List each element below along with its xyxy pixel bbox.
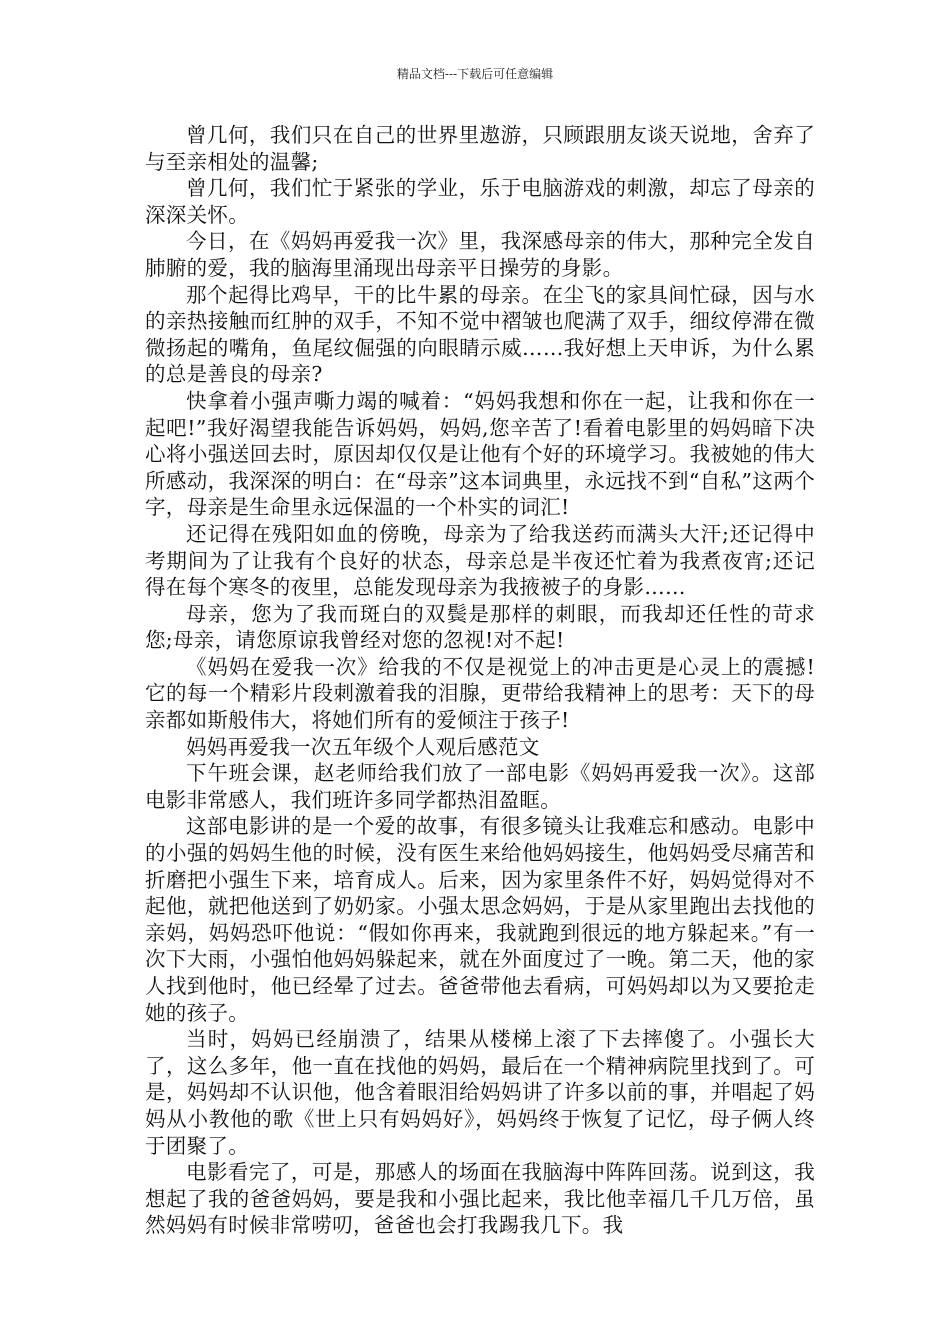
paragraph: 电影看完了，可是，那感人的场面在我脑海中阵阵回荡。说到这，我想起了我的爸爸妈妈，要是我和小强比起来，我比他幸福几千几万倍，虽然妈妈有时候非常唠叨，爸爸也会打我踢我几下。我 xyxy=(145,1160,815,1238)
paragraph: 下午班会课，赵老师给我们放了一部电影《妈妈再爱我一次》。这部电影非常感人，我们班许多同学都热泪盈眶。 xyxy=(145,761,815,812)
paragraph: 这部电影讲的是一个爱的故事，有很多镜头让我难忘和感动。电影中的小强的妈妈生他的时候，没有医生来给他妈妈接生，他妈妈受尽痛苦和折磨把小强生下来，培育成人。后来，因为家里条件不好，妈妈觉得对不起他，就把他送到了奶奶家。小强太思念妈妈，于是从家里跑出去找他的亲妈，妈妈恐吓他说：“假如你再来，我就跑到很远的地方躲起来。”有一次下大雨，小强怕他妈妈躲起来，就在外面度过了一晚。第二天，他的家人找到他时，他已经晕了过去。爸爸带他去看病，可妈妈却以为又要抢走她的孩子。 xyxy=(145,814,815,1025)
paragraph: 曾几何，我们只在自己的世界里遨游，只顾跟朋友谈天说地，舍弃了与至亲相处的温馨; xyxy=(145,123,815,174)
paragraph: 当时，妈妈已经崩溃了，结果从楼梯上滚了下去摔傻了。小强长大了，这么多年，他一直在找他的妈妈，最后在一个精神病院里找到了。可是，妈妈却不认识他，他含着眼泪给妈妈讲了许多以前的事，并唱起了妈妈从小教他的歌《世上只有妈妈好》，妈妈终于恢复了记忆，母子俩人终于团聚了。 xyxy=(145,1027,815,1158)
paragraph: 还记得在残阳如血的傍晚，母亲为了给我送药而满头大汗;还记得中考期间为了让我有个良好的状态，母亲总是半夜还忙着为我煮夜宵;还记得在每个寒冬的夜里，总能发现母亲为我掖被子的身影…… xyxy=(145,521,815,600)
paragraph: 那个起得比鸡早，干的比牛累的母亲。在尘飞的家具间忙碌，因与水的亲热接触而红肿的双手，不知不觉中褶皱也爬满了双手，细纹停滞在微微扬起的嘴角，鱼尾纹倔强的向眼睛示威……我好想上天申诉，为什么累的总是善良的母亲? xyxy=(145,282,815,387)
page-header: 精品文档---下载后可任意编辑 xyxy=(396,67,554,81)
paragraph: 今日，在《妈妈再爱我一次》里，我深感母亲的伟大，那种完全发自肺腑的爱，我的脑海里涌现出母亲平日操劳的身影。 xyxy=(145,229,815,280)
paragraph: 曾几何，我们忙于紧张的学业，乐于电脑游戏的刺激，却忘了母亲的深深关怀。 xyxy=(145,176,815,227)
essay-title: 妈妈再爱我一次五年级个人观后感范文 xyxy=(186,734,540,759)
paragraph: 快拿着小强声嘶力竭的喊着：“妈妈我想和你在一起，让我和你在一起吧!”我好渴望我能告诉妈妈，妈妈,您辛苦了!看着电影里的妈妈暗下决心将小强送回去时，原因却仅仅是让他有个好的环境学习。我被她的伟大所感动，我深深的明白：在“母亲”这本词典里，永远找不到“自私”这两个字，母亲是生命里永远保温的一个朴实的词汇! xyxy=(145,388,815,520)
paragraph: 《妈妈在爱我一次》给我的不仅是视觉上的冲击更是心灵上的震撼!它的每一个精彩片段刺激着我的泪腺，更带给我精神上的思考：天下的母亲都如斯般伟大，将她们所有的爱倾注于孩子! xyxy=(145,654,815,733)
document-body xyxy=(145,122,815,1239)
paragraph: 母亲，您为了我而斑白的双鬓是那样的刺眼，而我却还任性的苛求您;母亲，请您原谅我曾经对您的忽视!对不起! xyxy=(145,601,815,653)
